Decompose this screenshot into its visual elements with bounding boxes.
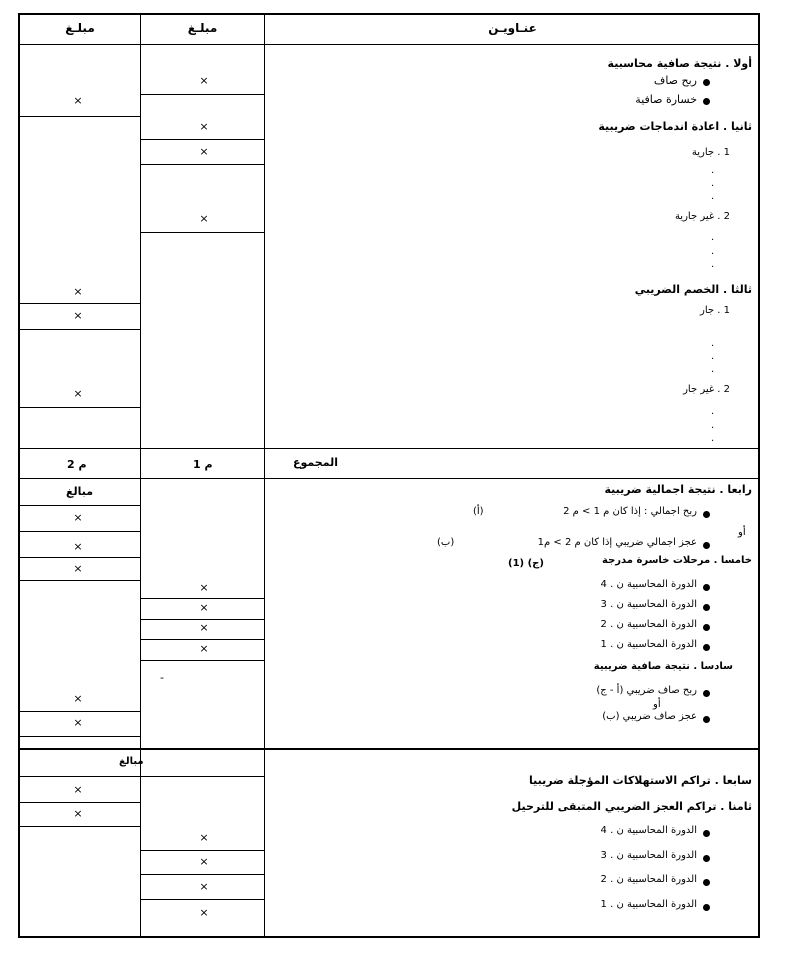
section2-item1: 1 . جارية (691, 147, 730, 158)
header-rule (18, 44, 760, 45)
dots: . (711, 338, 715, 349)
bullet (703, 511, 710, 518)
cell-rule (140, 899, 264, 900)
section6-line1: ربح صاف ضريبي (أ - ج) (596, 685, 697, 696)
bullet (703, 79, 710, 86)
section4-amounts-label: مبالغ (66, 485, 94, 498)
col-sep-1 (140, 13, 141, 938)
section4-or: أو (738, 527, 746, 538)
dots: . (711, 364, 715, 375)
cell-rule (18, 736, 140, 737)
cell-rule (140, 598, 264, 599)
section8-item: الدورة المحاسبية ن . 1 (600, 899, 697, 910)
totals-label: المجموع (293, 456, 338, 469)
totals-m1: م 1 (193, 458, 213, 471)
x-mark: × (73, 540, 83, 553)
col-sep-2 (264, 13, 265, 938)
dots: . (711, 433, 715, 444)
section1-title: أولا . نتيجة صافية محاسبية (607, 57, 752, 70)
dots: . (711, 165, 715, 176)
section4-line1: ربح اجمالي : إذا كان م 1 > م 2 (563, 506, 697, 517)
section3-item1: 1 . جار (700, 305, 730, 316)
cell-rule (18, 407, 140, 408)
section5-item: الدورة المحاسبية ن . 2 (600, 619, 697, 630)
section5-item: الدورة المحاسبية ن . 1 (600, 639, 697, 650)
x-mark: × (73, 783, 83, 796)
x-mark: × (199, 621, 209, 634)
cell-rule (18, 776, 264, 777)
dots: . (711, 232, 715, 243)
section8-item: الدورة المحاسبية ن . 4 (600, 825, 697, 836)
section4-line2-tag: (ب) (437, 537, 455, 548)
x-mark: × (73, 562, 83, 575)
bullet (703, 855, 710, 862)
x-mark: × (199, 145, 209, 158)
bullet (703, 716, 710, 723)
bullet (703, 830, 710, 837)
x-mark: × (199, 74, 209, 87)
x-mark: × (73, 807, 83, 820)
cell-rule (18, 505, 140, 506)
dash-mark: - (160, 671, 164, 684)
block-rule (18, 748, 760, 750)
cell-rule (18, 557, 140, 558)
section3-item2: 2 . غير جار (683, 384, 730, 395)
bullet (703, 604, 710, 611)
section8-item: الدورة المحاسبية ن . 3 (600, 850, 697, 861)
cell-rule (140, 874, 264, 875)
section4-line1-tag: (أ) (473, 506, 484, 517)
section5-item: الدورة المحاسبية ن . 3 (600, 599, 697, 610)
bullet (703, 690, 710, 697)
section5-item: الدورة المحاسبية ن . 4 (600, 579, 697, 590)
x-mark: × (199, 212, 209, 225)
section3-title: ثالثا . الخصم الضريبي (634, 283, 752, 296)
cell-rule (18, 580, 140, 581)
bullet (703, 644, 710, 651)
header-titles: عنـاويـن (488, 21, 537, 35)
x-mark: × (73, 387, 83, 400)
cell-rule (140, 232, 264, 233)
section2-item2: 2 . غير جارية (674, 211, 730, 222)
x-mark: × (73, 692, 83, 705)
bullet (703, 542, 710, 549)
dots: . (711, 406, 715, 417)
section7-title: سابعا . تراكم الاستهلاكات المؤجلة ضريبيا (529, 774, 752, 787)
cell-rule (18, 116, 140, 117)
cell-rule (140, 619, 264, 620)
section2-title: ثانيا . اعادة اندماجات ضريبية (598, 120, 752, 133)
x-mark: × (73, 94, 83, 107)
totals-rule-bottom (18, 478, 760, 479)
x-mark: × (73, 285, 83, 298)
bullet (703, 98, 710, 105)
section6-or: أو (653, 699, 661, 710)
x-mark: × (199, 642, 209, 655)
x-mark: × (199, 601, 209, 614)
section5-title: خامسا . مرحلات خاسرة مدرجة (602, 555, 752, 566)
cell-rule (18, 329, 140, 330)
cell-rule (140, 660, 264, 661)
cell-rule (18, 711, 140, 712)
cell-rule (140, 139, 264, 140)
cell-rule (140, 164, 264, 165)
section8-item: الدورة المحاسبية ن . 2 (600, 874, 697, 885)
bullet (703, 584, 710, 591)
cell-rule (18, 826, 140, 827)
header-amount-2: مبلـغ (187, 21, 218, 35)
x-mark: × (73, 309, 83, 322)
x-mark: × (73, 716, 83, 729)
x-mark: × (199, 581, 209, 594)
x-mark: × (199, 880, 209, 893)
bullet (703, 624, 710, 631)
section4-title: رابعا . نتيجة اجمالية ضريبية (604, 483, 752, 496)
dots: . (711, 178, 715, 189)
x-mark: × (73, 511, 83, 524)
section8-title: ثامنا . تراكم العجز الضريبي المتبقى للترحيل (511, 800, 752, 813)
totals-m2: م 2 (67, 458, 87, 471)
dots: . (711, 259, 715, 270)
section6-line2: عجز صاف ضريبي (ب) (602, 711, 697, 722)
dots: . (711, 191, 715, 202)
totals-rule-top (18, 448, 760, 449)
cell-rule (18, 531, 140, 532)
section1-item2: خسارة صافية (635, 93, 697, 106)
x-mark: × (199, 120, 209, 133)
cell-rule (140, 639, 264, 640)
bullet (703, 879, 710, 886)
section1-item1: ربح صاف (653, 74, 697, 87)
section4-line2: عجز اجمالي ضريبي إذا كان م 2 > م1 (537, 537, 697, 548)
cell-rule (18, 802, 140, 803)
bullet (703, 904, 710, 911)
dots: . (711, 420, 715, 431)
cell-rule (140, 850, 264, 851)
x-mark: × (199, 831, 209, 844)
section6-title: سادسا . نتيجة صافية ضريبية (593, 661, 733, 672)
cell-rule (18, 303, 140, 304)
dots: . (711, 351, 715, 362)
section7-amounts-label: مبالغ (119, 756, 144, 767)
header-amount-1: مبلـغ (65, 21, 95, 35)
x-mark: × (199, 906, 209, 919)
section5-tag: (ج) (1) (508, 558, 544, 569)
dots: . (711, 246, 715, 257)
cell-rule (140, 94, 264, 95)
x-mark: × (199, 855, 209, 868)
